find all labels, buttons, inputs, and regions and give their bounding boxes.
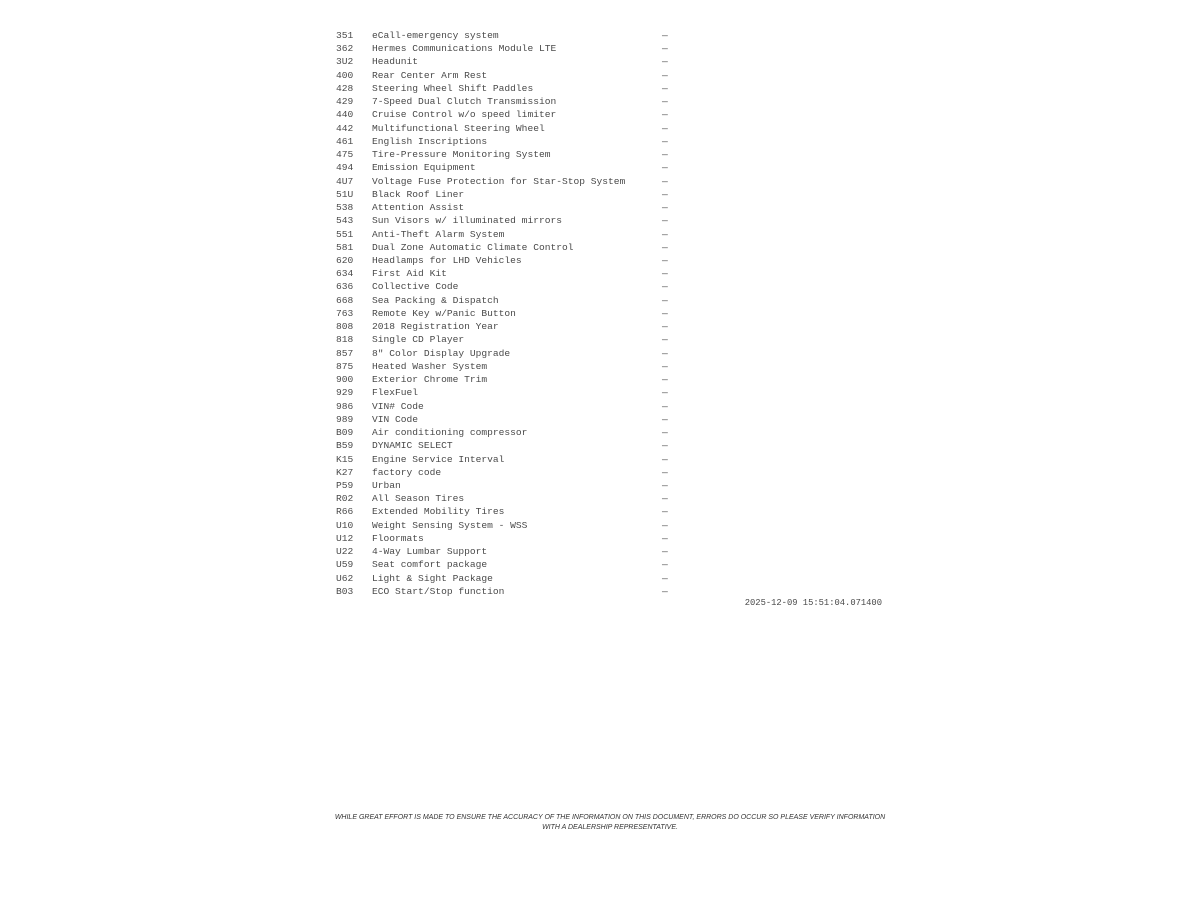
- option-row: [336, 347, 676, 360]
- option-description: Weight Sensing System - WSS: [372, 519, 528, 531]
- option-code: 929: [336, 387, 354, 399]
- option-row: [336, 532, 676, 545]
- option-description: Single CD Player: [372, 334, 465, 346]
- option-row: [336, 373, 676, 386]
- options-list: [336, 29, 676, 598]
- option-code: 400: [336, 69, 354, 81]
- option-description: Collective Code: [372, 281, 459, 293]
- option-value: —: [662, 215, 668, 227]
- option-row: [336, 519, 676, 532]
- option-code: U10: [336, 519, 354, 531]
- option-description: Sea Packing & Dispatch: [372, 294, 499, 306]
- timestamp: 2025-12-09 15:51:04.071400: [744, 598, 882, 608]
- option-value: —: [662, 387, 668, 399]
- option-description: Seat comfort package: [372, 559, 488, 571]
- option-code: 461: [336, 135, 354, 147]
- option-value: —: [662, 82, 668, 94]
- option-description: FlexFuel: [372, 387, 419, 399]
- option-value: —: [662, 162, 668, 174]
- option-row: [336, 280, 676, 293]
- option-row: [336, 228, 676, 241]
- option-value: —: [662, 149, 668, 161]
- option-description: Extended Mobility Tires: [372, 506, 505, 518]
- option-value: —: [662, 546, 668, 558]
- option-code: B09: [336, 427, 354, 439]
- option-value: —: [662, 347, 668, 359]
- option-value: —: [662, 334, 668, 346]
- option-code: 494: [336, 162, 354, 174]
- option-code: 551: [336, 228, 354, 240]
- option-row: [336, 558, 676, 571]
- option-value: —: [662, 109, 668, 121]
- option-row: [336, 108, 676, 121]
- option-row: [336, 426, 676, 439]
- option-description: Steering Wheel Shift Paddles: [372, 82, 534, 94]
- option-value: —: [662, 122, 668, 134]
- option-row: [336, 466, 676, 479]
- option-value: —: [662, 254, 668, 266]
- option-value: —: [662, 572, 668, 584]
- option-row: [336, 122, 676, 135]
- option-description: Rear Center Arm Rest: [372, 69, 488, 81]
- option-row: [336, 201, 676, 214]
- option-row: [336, 95, 676, 108]
- option-code: 636: [336, 281, 354, 293]
- option-code: 763: [336, 307, 354, 319]
- option-code: 875: [336, 360, 354, 372]
- option-row: [336, 161, 676, 174]
- option-description: 4-Way Lumbar Support: [372, 546, 488, 558]
- option-value: —: [662, 56, 668, 68]
- option-code: 543: [336, 215, 354, 227]
- option-value: —: [662, 479, 668, 491]
- option-description: VIN# Code: [372, 400, 424, 412]
- option-row: [336, 585, 676, 598]
- option-row: [336, 307, 676, 320]
- option-code: 351: [336, 30, 354, 41]
- option-code: 668: [336, 294, 354, 306]
- option-code: 428: [336, 82, 354, 94]
- option-description: 8" Color Display Upgrade: [372, 347, 511, 359]
- option-code: P59: [336, 479, 354, 491]
- option-description: Headunit: [372, 56, 419, 68]
- option-description: All Season Tires: [372, 493, 465, 505]
- option-code: 808: [336, 321, 354, 333]
- option-description: Remote Key w/Panic Button: [372, 307, 516, 319]
- option-description: Heated Washer System: [372, 360, 488, 372]
- option-row: [336, 333, 676, 346]
- option-description: First Aid Kit: [372, 268, 447, 280]
- option-value: —: [662, 440, 668, 452]
- option-row: [336, 294, 676, 307]
- option-description: DYNAMIC SELECT: [372, 440, 453, 452]
- option-description: ECO Start/Stop function: [372, 585, 505, 597]
- option-row: [336, 188, 676, 201]
- option-value: —: [662, 96, 668, 108]
- option-value: —: [662, 135, 668, 147]
- option-code: 442: [336, 122, 354, 134]
- option-value: —: [662, 69, 668, 81]
- option-code: 818: [336, 334, 354, 346]
- option-value: —: [662, 532, 668, 544]
- option-row: [336, 492, 676, 505]
- option-code: 634: [336, 268, 354, 280]
- option-description: Exterior Chrome Trim: [372, 374, 488, 386]
- option-description: factory code: [372, 466, 442, 478]
- option-code: 900: [336, 374, 354, 386]
- option-code: R02: [336, 493, 354, 505]
- option-code: 538: [336, 202, 354, 214]
- option-code: 475: [336, 149, 354, 161]
- option-code: B59: [336, 440, 354, 452]
- option-description: 7-Speed Dual Clutch Transmission: [372, 96, 557, 108]
- option-value: —: [662, 281, 668, 293]
- option-row: [336, 386, 676, 399]
- option-description: Sun Visors w/ illuminated mirrors: [372, 215, 562, 227]
- option-value: —: [662, 188, 668, 200]
- option-value: —: [662, 228, 668, 240]
- option-code: R66: [336, 506, 354, 518]
- option-value: —: [662, 321, 668, 333]
- option-code: 581: [336, 241, 354, 253]
- option-row: [336, 572, 676, 585]
- option-value: —: [662, 585, 668, 597]
- option-description: Light & Sight Package: [372, 572, 493, 584]
- option-value: —: [662, 307, 668, 319]
- option-row: [336, 439, 676, 452]
- option-value: —: [662, 43, 668, 55]
- option-code: 51U: [336, 188, 354, 200]
- option-row: [336, 400, 676, 413]
- option-value: —: [662, 360, 668, 372]
- disclaimer: WHILE GREAT EFFORT IS MADE TO ENSURE THE ACCURACY OF THE INFORMATION ON THIS DOCUMENT, ERRORS DO OCCUR SO PLEASE VERIFY INFORMATION WITH A DEALERSHIP REPRESENTATIVE.: [334, 814, 886, 831]
- option-value: —: [662, 241, 668, 253]
- option-value: —: [662, 202, 668, 214]
- option-row: [336, 505, 676, 518]
- option-description: Urban: [372, 479, 401, 491]
- option-description: Engine Service Interval: [372, 453, 505, 465]
- option-code: 362: [336, 43, 354, 55]
- option-value: —: [662, 519, 668, 531]
- option-value: —: [662, 453, 668, 465]
- option-code: 857: [336, 347, 354, 359]
- option-description: Headlamps for LHD Vehicles: [372, 254, 522, 266]
- option-row: [336, 214, 676, 227]
- option-description: Black Roof Liner: [372, 188, 465, 200]
- option-description: Dual Zone Automatic Climate Control: [372, 241, 574, 253]
- option-code: U62: [336, 572, 354, 584]
- option-row: [336, 55, 676, 68]
- option-value: —: [662, 294, 668, 306]
- option-description: Emission Equipment: [372, 162, 476, 174]
- option-row: [336, 148, 676, 161]
- option-value: —: [662, 175, 668, 187]
- option-row: [336, 479, 676, 492]
- option-code: B03: [336, 585, 354, 597]
- option-row: [336, 29, 676, 42]
- option-code: 3U2: [336, 56, 354, 68]
- option-value: —: [662, 559, 668, 571]
- option-code: 620: [336, 254, 354, 266]
- option-description: Tire-Pressure Monitoring System: [372, 149, 551, 161]
- option-description: eCall-emergency system: [372, 30, 499, 41]
- option-description: Multifunctional Steering Wheel: [372, 122, 545, 134]
- option-description: Cruise Control w/o speed limiter: [372, 109, 557, 121]
- option-code: K27: [336, 466, 354, 478]
- option-row: [336, 360, 676, 373]
- option-row: [336, 413, 676, 426]
- option-row: [336, 545, 676, 558]
- option-code: U22: [336, 546, 354, 558]
- option-description: Floormats: [372, 532, 424, 544]
- option-value: —: [662, 30, 668, 41]
- option-row: [336, 69, 676, 82]
- option-row: [336, 453, 676, 466]
- option-row: [336, 82, 676, 95]
- option-code: U59: [336, 559, 354, 571]
- option-row: [336, 42, 676, 55]
- option-description: Voltage Fuse Protection for Star-Stop System: [372, 175, 626, 187]
- option-description: Hermes Communications Module LTE: [372, 43, 557, 55]
- option-value: —: [662, 374, 668, 386]
- option-code: K15: [336, 453, 354, 465]
- option-value: —: [662, 400, 668, 412]
- option-row: [336, 267, 676, 280]
- option-value: —: [662, 493, 668, 505]
- option-value: —: [662, 506, 668, 518]
- option-description: Anti-Theft Alarm System: [372, 228, 505, 240]
- option-code: 4U7: [336, 175, 354, 187]
- option-value: —: [662, 413, 668, 425]
- option-value: —: [662, 466, 668, 478]
- option-value: —: [662, 427, 668, 439]
- option-row: [336, 320, 676, 333]
- option-code: 440: [336, 109, 354, 121]
- option-row: [336, 241, 676, 254]
- option-description: 2018 Registration Year: [372, 321, 499, 333]
- option-description: VIN Code: [372, 413, 419, 425]
- option-code: 986: [336, 400, 354, 412]
- option-value: —: [662, 268, 668, 280]
- option-row: [336, 175, 676, 188]
- option-row: [336, 254, 676, 267]
- option-code: U12: [336, 532, 354, 544]
- option-row: [336, 135, 676, 148]
- option-code: 989: [336, 413, 354, 425]
- option-code: 429: [336, 96, 354, 108]
- option-description: English Inscriptions: [372, 135, 488, 147]
- option-description: Air conditioning compressor: [372, 427, 528, 439]
- option-description: Attention Assist: [372, 202, 465, 214]
